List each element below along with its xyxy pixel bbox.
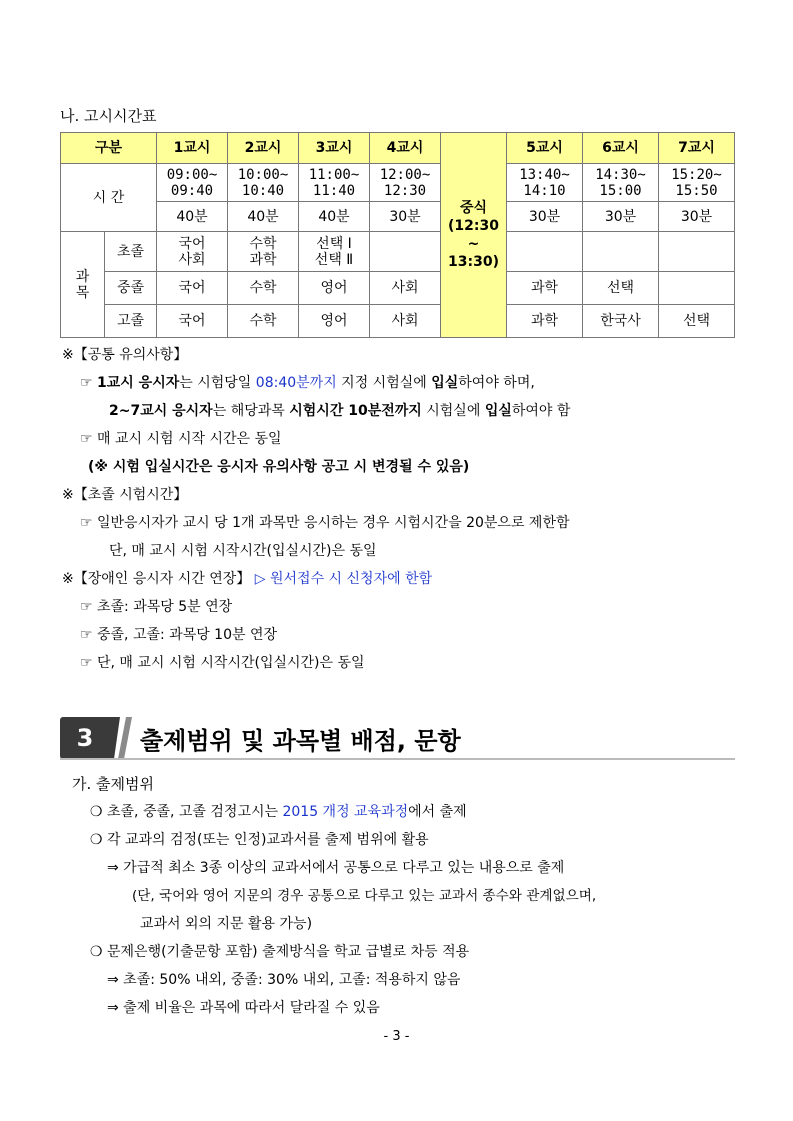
duration-7: 30분 xyxy=(659,202,735,232)
mid-label: 중졸 xyxy=(105,272,157,305)
scope-line-3: ⇒ 가급적 최소 3종 이상의 교과서에서 공통으로 다루고 있는 내용으로 출제 xyxy=(107,860,565,876)
elem-p1: 국어 사회 xyxy=(157,232,228,272)
high-p7: 선택 xyxy=(659,305,735,338)
elem-label: 초졸 xyxy=(105,232,157,272)
mid-p1: 국어 xyxy=(157,272,228,305)
scope-title: 가. 출제범위 xyxy=(72,775,154,793)
scope-line-7: ⇒ 초졸: 50% 내외, 중졸: 30% 내외, 고졸: 적용하지 않음 xyxy=(107,972,461,988)
scope-line-5: 교과서 외의 지문 활용 가능) xyxy=(140,916,313,932)
section-title-schedule: 나. 고시시간표 xyxy=(60,107,157,125)
header-gubun: 구분 xyxy=(61,133,157,164)
mid-p7-empty xyxy=(659,272,735,305)
time-period-2: 10:00~ 10:40 xyxy=(228,164,299,202)
header-period-7: 7교시 xyxy=(659,133,735,164)
mid-p2: 수학 xyxy=(228,272,299,305)
common-notes-title: ※【공통 유의사항】 xyxy=(62,347,188,363)
common-note-3: ☞ 매 교시 시험 시작 시간은 동일 xyxy=(80,431,282,447)
duration-1: 40분 xyxy=(157,202,228,232)
high-p4: 사회 xyxy=(370,305,441,338)
lunch-cell xyxy=(441,133,507,338)
lunch-start: (12:30 xyxy=(448,218,499,234)
disability-note-2: ☞ 중졸, 고졸: 과목당 10분 연장 xyxy=(80,627,278,643)
elem-p5-empty xyxy=(507,232,583,272)
common-note-2: 2~7교시 응시자는 해당과목 시험시간 10분전까지 시험실에 입실하여야 함 xyxy=(109,403,571,419)
lunch-end: 13:30) xyxy=(448,254,499,270)
elem-p2: 수학 과학 xyxy=(228,232,299,272)
lunch-tilde: ~ xyxy=(467,236,480,252)
header-period-6: 6교시 xyxy=(583,133,659,164)
high-p6: 한국사 xyxy=(583,305,659,338)
duration-6: 30분 xyxy=(583,202,659,232)
high-label: 고졸 xyxy=(105,305,157,338)
disability-title: ※【장애인 응시자 시간 연장】 ▷ 원서접수 시 신청자에 한함 xyxy=(62,571,433,587)
time-period-6: 14:30~ 15:00 xyxy=(583,164,659,202)
elem-p3: 선택 Ⅰ 선택 Ⅱ xyxy=(299,232,370,272)
common-note-4: (※ 시험 입실시간은 응시자 유의사항 공고 시 변경될 수 있음) xyxy=(88,459,470,475)
header-period-3: 3교시 xyxy=(299,133,370,164)
high-p2: 수학 xyxy=(228,305,299,338)
time-period-4: 12:00~ 12:30 xyxy=(370,164,441,202)
page-number: - 3 - xyxy=(383,1029,410,1044)
high-row xyxy=(61,305,735,338)
banner-underline xyxy=(60,758,735,760)
scope-line-6: ❍ 문제은행(기출문항 포함) 출제방식을 학교 급별로 차등 적용 xyxy=(90,944,470,960)
exam-schedule-table xyxy=(60,132,735,338)
duration-4: 30분 xyxy=(370,202,441,232)
time-period-7: 15:20~ 15:50 xyxy=(659,164,735,202)
mid-row xyxy=(61,272,735,305)
time-period-3: 11:00~ 11:40 xyxy=(299,164,370,202)
elem-p7-empty xyxy=(659,232,735,272)
disability-note-1: ☞ 초졸: 과목당 5분 연장 xyxy=(80,599,233,615)
header-period-4: 4교시 xyxy=(370,133,441,164)
elem-row xyxy=(61,232,735,272)
scope-line-4: (단, 국어와 영어 지문의 경우 공통으로 다루고 있는 교과서 종수와 관계없으며, xyxy=(132,888,597,904)
high-p3: 영어 xyxy=(299,305,370,338)
section-3-banner xyxy=(60,717,735,759)
scope-line-8: ⇒ 출제 비율은 과목에 따라서 달라질 수 있음 xyxy=(107,1000,380,1016)
mid-p5: 과학 xyxy=(507,272,583,305)
time-period-5: 13:40~ 14:10 xyxy=(507,164,583,202)
elem-p6-empty xyxy=(583,232,659,272)
section-number: 3 xyxy=(60,717,110,759)
disability-note-3: ☞ 단, 매 교시 시험 시작시간(입실시간)은 동일 xyxy=(80,655,365,671)
duration-2: 40분 xyxy=(228,202,299,232)
elem-time-title: ※【초졸 시험시간】 xyxy=(62,487,188,503)
lunch-label: 중식 xyxy=(459,200,488,216)
elem-note-1: ☞ 일반응시자가 교시 당 1개 과목만 응시하는 경우 시험시간을 20분으로 제한함 xyxy=(80,515,570,531)
header-period-2: 2교시 xyxy=(228,133,299,164)
table-header-row xyxy=(61,133,735,164)
subject-label: 과 목 xyxy=(61,232,105,338)
time-period-1: 09:00~ 09:40 xyxy=(157,164,228,202)
time-label: 시 간 xyxy=(61,164,157,232)
header-period-1: 1교시 xyxy=(157,133,228,164)
mid-p4: 사회 xyxy=(370,272,441,305)
time-row xyxy=(61,164,735,202)
mid-p3: 영어 xyxy=(299,272,370,305)
banner-slash-icon xyxy=(108,717,138,759)
section-3-title: 출제범위 및 과목별 배점, 문항 xyxy=(140,727,461,755)
scope-line-1: ❍ 초졸, 중졸, 고졸 검정고시는 2015 개정 교육과정에서 출제 xyxy=(90,804,467,820)
elem-note-2: 단, 매 교시 시험 시작시간(입실시간)은 동일 xyxy=(109,543,377,559)
duration-5: 30분 xyxy=(507,202,583,232)
scope-line-2: ❍ 각 교과의 검정(또는 인정)교과서를 출제 범위에 활용 xyxy=(90,832,429,848)
high-p1: 국어 xyxy=(157,305,228,338)
duration-3: 40분 xyxy=(299,202,370,232)
high-p5: 과학 xyxy=(507,305,583,338)
mid-p6: 선택 xyxy=(583,272,659,305)
duration-row xyxy=(61,202,735,232)
header-period-5: 5교시 xyxy=(507,133,583,164)
elem-p4-empty xyxy=(370,232,441,272)
common-note-1: ☞ 1교시 응시자는 시험당일 08:40분까지 지정 시험실에 입실하여야 하며, xyxy=(80,375,535,391)
